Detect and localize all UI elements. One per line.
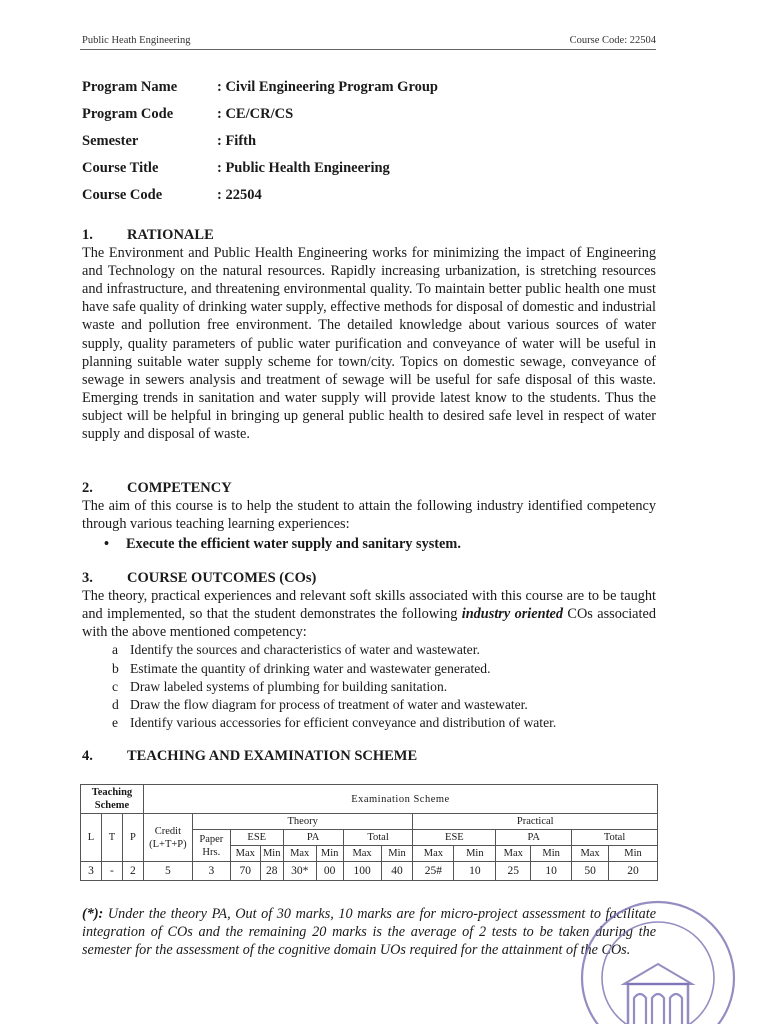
outcomes-list — [112, 641, 656, 732]
list-item — [112, 660, 656, 678]
meta-key: Course Code — [82, 187, 163, 203]
section-number: 1. — [82, 227, 93, 243]
header-rule — [80, 49, 656, 50]
meta-value: : CE/CR/CS — [217, 106, 294, 122]
table-row — [81, 862, 658, 881]
cell-theory-pa-min: 00 — [316, 862, 343, 881]
section-course-outcomes — [82, 569, 656, 732]
cell-t: - — [101, 862, 122, 881]
cell-p: 2 — [122, 862, 143, 881]
list-item — [112, 714, 656, 732]
meta-row-program-code — [82, 101, 662, 128]
cell-theory-pa-max: 30* — [283, 862, 316, 881]
cell-practical-total-max: 50 — [572, 862, 609, 881]
outcomes-paragraph — [82, 587, 656, 641]
practical-ese-header: ESE — [413, 830, 496, 846]
min-header: Min — [531, 846, 572, 862]
outcomes-text-after: COs associated with the above mentioned competency: — [82, 606, 656, 641]
pa-footnote — [82, 905, 656, 960]
exam-scheme-header: Examination Scheme — [143, 785, 657, 814]
section-heading — [82, 479, 656, 497]
table-row — [81, 814, 658, 830]
list-item — [112, 696, 656, 714]
list-item — [112, 678, 656, 696]
max-header: Max — [230, 846, 260, 862]
cell-l: 3 — [81, 862, 102, 881]
rationale-paragraph: The Environment and Public Health Engineering works for minimizing the impact of Engineering and Technology on the natural resources. Rapidly increasing urbanization, is stretching resources and infrastructure, and threatening environmental quality. To maintain better public health one must have safe quality of drinking water supply, effective methods for disposal of domestic and industrial waste and pollution free environment. The detailed knowledge about various sources of water supply, quality parameters of public water purification and conveyance of water will be useful in planning suitable water supply scheme for town/city. Topics on domestic sewage, conveyance of sewage in sewers analysis and treatment of sewage will be useful for safe disposal of this waste. Emerging trends in sanitation and water supply will provide latest know to the students. Thus the subject will be helpful in bringing up general public health to desired safe level in respect of water supply and disposal of waste. — [82, 245, 656, 443]
cell-theory-ese-max: 70 — [230, 862, 260, 881]
section-title: COURSE OUTCOMES (COs) — [127, 570, 317, 586]
course-meta — [82, 74, 662, 209]
max-header: Max — [343, 846, 381, 862]
theory-header: Theory — [192, 814, 413, 830]
min-header: Min — [454, 846, 496, 862]
meta-row-semester — [82, 128, 662, 155]
outcomes-text-emphasis: industry oriented — [461, 606, 564, 623]
footnote-text: Under the theory PA, Out of 30 marks, 10 marks are for micro-project assessment to facilitate integration of COs and the remaining 20 marks is the average of 2 tests to be taken during the semester for the assessment of the cognitive domain UOs required for the attainment of the COs. — [82, 906, 656, 959]
col-header-p: P — [122, 814, 143, 862]
min-header: Min — [381, 846, 413, 862]
cell-theory-total-max: 100 — [343, 862, 381, 881]
cell-paper-hrs: 3 — [192, 862, 230, 881]
cell-credit: 5 — [143, 862, 192, 881]
cell-practical-pa-max: 25 — [496, 862, 531, 881]
scheme-table — [80, 784, 658, 881]
section-heading — [82, 226, 656, 244]
list-item — [112, 641, 656, 659]
cell-theory-ese-min: 28 — [260, 862, 283, 881]
meta-key: Program Code — [82, 106, 174, 122]
min-header: Min — [260, 846, 283, 862]
header-course-name: Public Heath Engineering — [82, 35, 191, 46]
min-header: Min — [609, 846, 658, 862]
meta-key: Program Name — [82, 79, 178, 95]
max-header: Max — [572, 846, 609, 862]
cell-practical-pa-min: 10 — [531, 862, 572, 881]
footnote-marker: (*): — [82, 906, 104, 922]
section-number: 4. — [82, 748, 93, 764]
theory-total-header: Total — [343, 830, 413, 846]
meta-value: : 22504 — [217, 187, 262, 203]
header-course-code: Course Code: 22504 — [569, 35, 656, 46]
section-rationale — [82, 226, 656, 443]
meta-key: Semester — [82, 133, 139, 149]
bullet-dot: • — [104, 536, 110, 553]
section-title: RATIONALE — [127, 227, 214, 243]
section-heading — [82, 569, 656, 587]
item-letter: e — [112, 715, 119, 731]
credit-header: Credit (L+T+P) — [143, 814, 192, 862]
paper-hrs-header: Paper Hrs. — [192, 830, 230, 862]
outcomes-text-before: The theory, practical experiences and relevant soft skills associated with this course are to be taught and implemented, so that the student demonstrates the following — [82, 588, 656, 623]
meta-value: : Public Health Engineering — [217, 160, 390, 176]
section-title: COMPETENCY — [127, 480, 232, 496]
col-header-l: L — [81, 814, 102, 862]
max-header: Max — [413, 846, 454, 862]
meta-value: : Fifth — [217, 133, 257, 149]
theory-ese-header: ESE — [230, 830, 283, 846]
practical-header: Practical — [413, 814, 658, 830]
practical-pa-header: PA — [496, 830, 572, 846]
section-scheme — [82, 747, 656, 765]
cell-practical-ese-min: 10 — [454, 862, 496, 881]
col-header-t: T — [101, 814, 122, 862]
cell-practical-ese-max: 25# — [413, 862, 454, 881]
cell-theory-total-min: 40 — [381, 862, 413, 881]
section-number: 3. — [82, 570, 93, 586]
section-heading — [82, 747, 656, 765]
bullet-text: Execute the efficient water supply and sanitary system. — [126, 536, 461, 553]
section-title: TEACHING AND EXAMINATION SCHEME — [127, 748, 418, 764]
meta-value: : Civil Engineering Program Group — [217, 79, 438, 95]
competency-bullet — [104, 535, 656, 553]
item-text: Identify various accessories for efficient conveyance and distribution of water. — [130, 715, 557, 731]
practical-total-header: Total — [572, 830, 658, 846]
item-text: Identify the sources and characteristics of water and wastewater. — [130, 642, 480, 658]
item-text: Estimate the quantity of drinking water and wastewater generated. — [130, 660, 491, 676]
meta-row-program-name — [82, 74, 662, 101]
item-letter: d — [112, 696, 119, 712]
item-letter: c — [112, 678, 119, 694]
meta-row-course-code — [82, 182, 662, 209]
item-letter: b — [112, 660, 119, 676]
theory-pa-header: PA — [283, 830, 343, 846]
section-competency — [82, 479, 656, 553]
section-number: 2. — [82, 480, 93, 496]
max-header: Max — [496, 846, 531, 862]
meta-row-course-title — [82, 155, 662, 182]
teaching-scheme-header: Teaching Scheme — [81, 785, 144, 814]
item-text: Draw labeled systems of plumbing for building sanitation. — [130, 678, 448, 694]
competency-paragraph: The aim of this course is to help the student to attain the following industry identified competency through various teaching learning experiences: — [82, 498, 656, 533]
table-row — [81, 785, 658, 814]
board-seal-stamp-icon — [578, 898, 738, 1024]
max-header: Max — [283, 846, 316, 862]
min-header: Min — [316, 846, 343, 862]
item-text: Draw the flow diagram for process of treatment of water and wastewater. — [130, 696, 528, 712]
cell-practical-total-min: 20 — [609, 862, 658, 881]
item-letter: a — [112, 642, 119, 658]
meta-key: Course Title — [82, 160, 159, 176]
